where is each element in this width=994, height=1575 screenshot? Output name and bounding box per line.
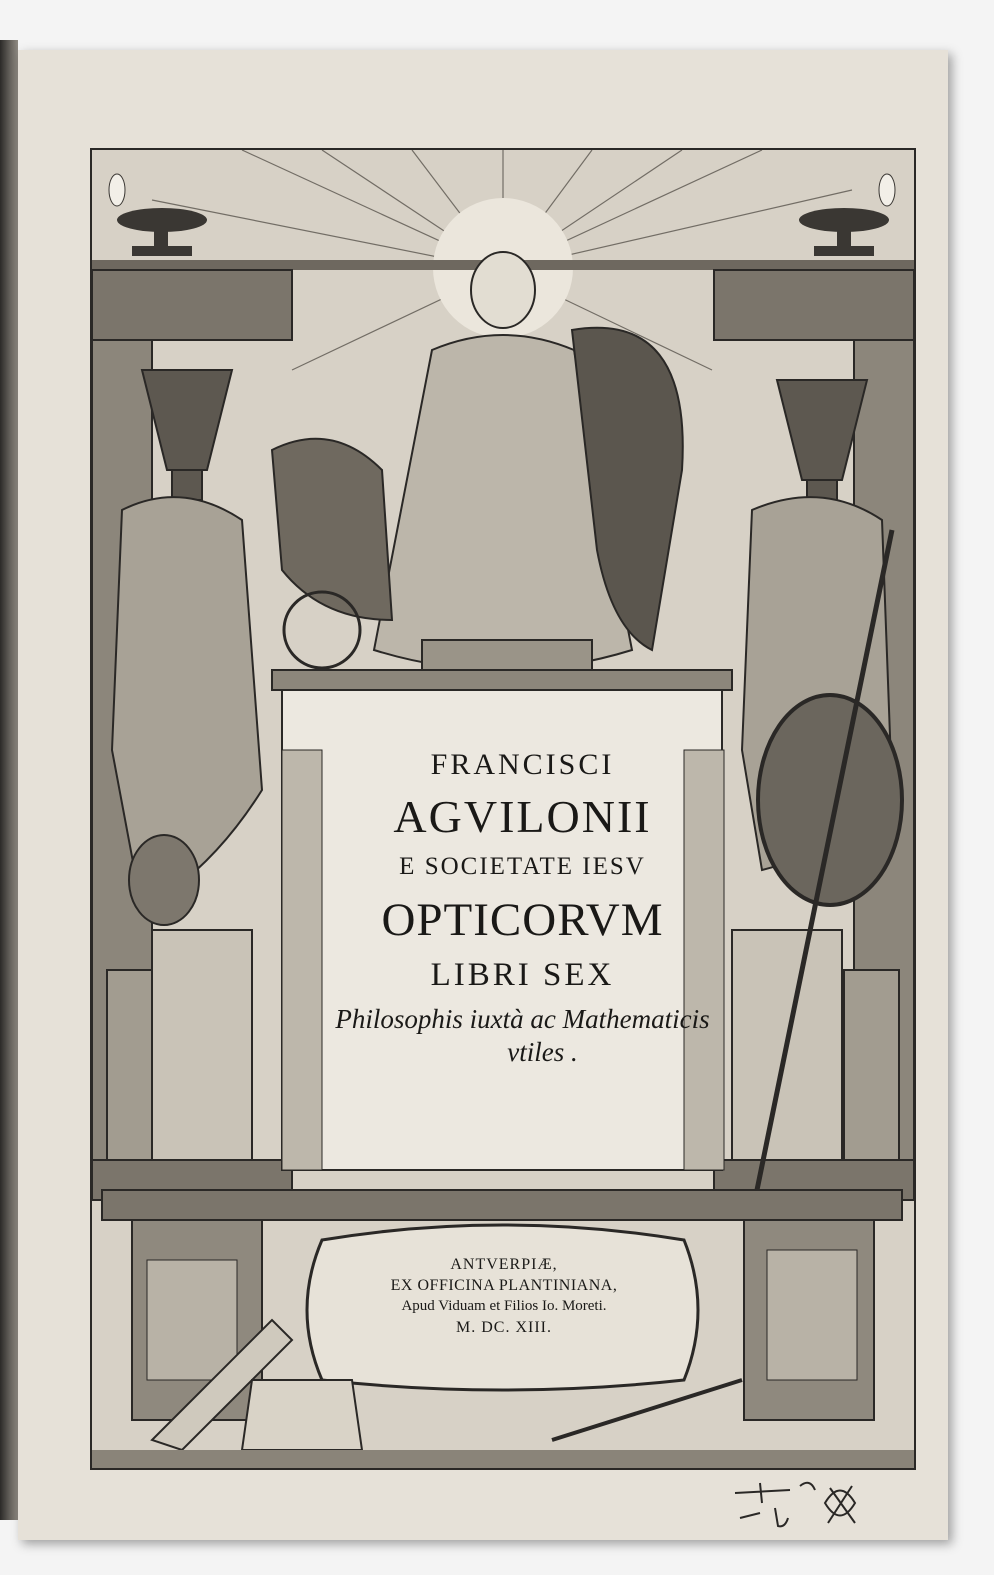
medusa-shield bbox=[758, 695, 902, 905]
mask-left bbox=[129, 835, 199, 925]
dedication-line-1: Philosophis iuxtà ac Mathematicis bbox=[335, 1004, 710, 1034]
imprint-place: ANTVERPIÆ, bbox=[450, 1256, 558, 1273]
book-title: OPTICORVM bbox=[381, 894, 664, 946]
imprint-year: M. DC. XIII. bbox=[456, 1319, 552, 1336]
title-block bbox=[325, 720, 720, 1160]
imprint-printers: Apud Viduam et Filios Io. Moreti. bbox=[401, 1298, 607, 1314]
author-affiliation: E SOCIETATE IESV bbox=[399, 853, 646, 880]
sundial-quadrant bbox=[242, 1380, 362, 1450]
handwritten-shelfmark bbox=[730, 1468, 880, 1538]
title-pedestal-cap bbox=[272, 670, 732, 690]
author-first-name: FRANCISCI bbox=[430, 748, 615, 781]
oil-lamp-right bbox=[799, 174, 895, 256]
imprint-press: EX OFFICINA PLANTINIANA, bbox=[390, 1277, 618, 1294]
dedication-line-2: vtiles . bbox=[507, 1037, 578, 1067]
book-spine bbox=[0, 40, 18, 1520]
book-subtitle: LIBRI SEX bbox=[430, 957, 615, 993]
lower-scene-left bbox=[147, 1260, 237, 1380]
imprint-text bbox=[340, 1248, 668, 1358]
title-page bbox=[18, 50, 948, 1540]
urn-left bbox=[142, 370, 232, 500]
author-surname: AGVILONII bbox=[393, 791, 652, 842]
lower-scene-right bbox=[767, 1250, 857, 1380]
oil-lamp-left bbox=[109, 174, 207, 256]
engraved-frontispiece bbox=[90, 148, 916, 1470]
base-plinth bbox=[102, 1190, 902, 1220]
